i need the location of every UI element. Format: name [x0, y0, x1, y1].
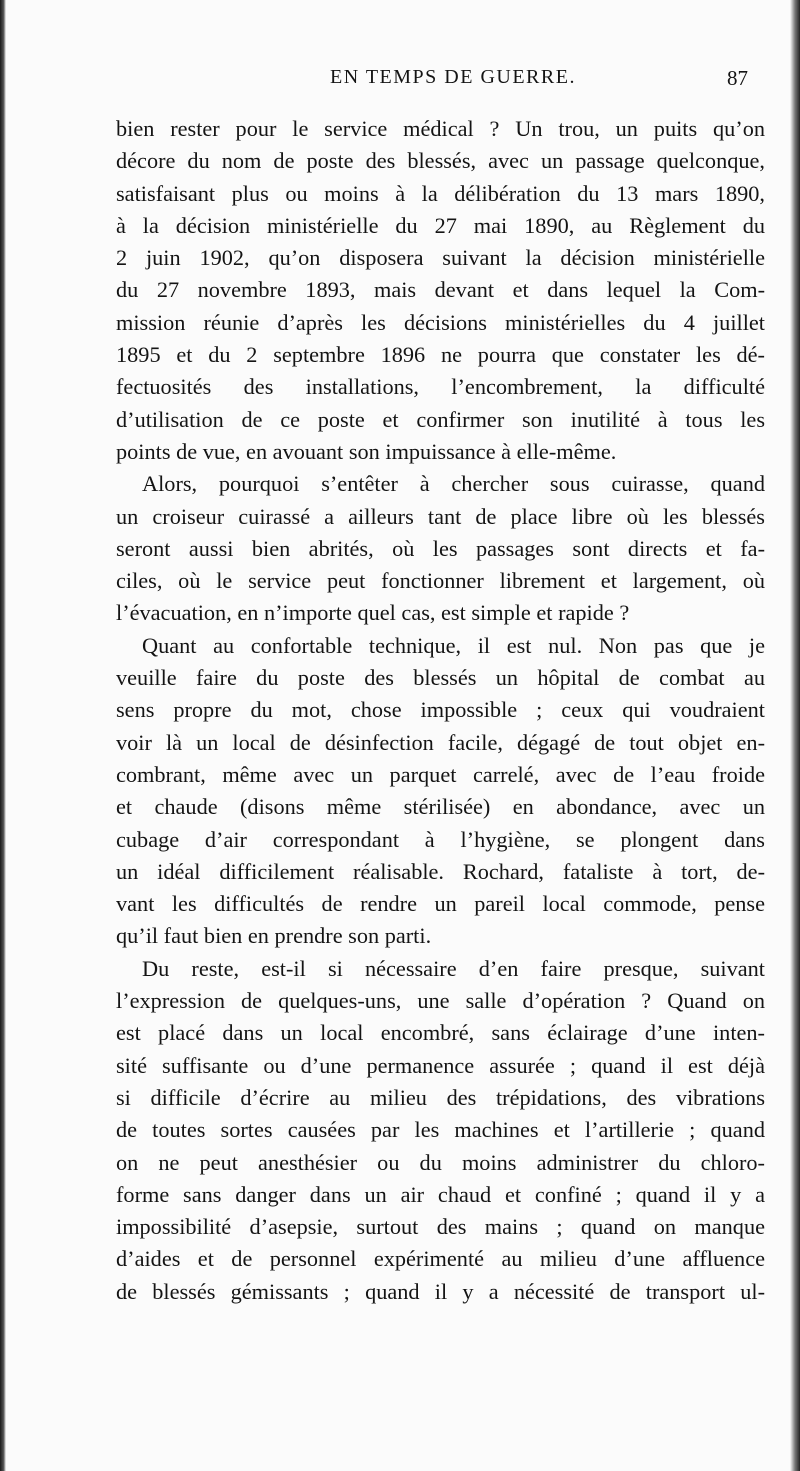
text-line: Alors, pourquoi s’entêter à chercher sous cuirasse, quand	[142, 471, 765, 497]
page-left-edge	[0, 0, 6, 1471]
text-line: l’expression de quelques-uns, une salle d’opération ? Quand on	[116, 988, 765, 1014]
text-line: Quant au confortable technique, il est nul. Non pas que je	[142, 632, 765, 658]
text-line: Du reste, est-il si nécessaire d’en faire presque, suivant	[142, 955, 765, 981]
text-line: qu’il faut bien en prendre son parti.	[116, 923, 432, 949]
text-line: forme sans danger dans un air chaud et confiné ; quand il y a	[116, 1181, 765, 1207]
text-line: sens propre du mot, chose impossible ; ceux qui voudraient	[116, 697, 765, 723]
text-line: 1895 et du 2 septembre 1896 ne pourra que constater les dé-	[116, 342, 765, 368]
text-line: vant les difficultés de rendre un pareil local commode, pense	[116, 891, 765, 917]
text-line: cubage d’air correspondant à l’hygiène, se plongent dans	[116, 826, 765, 852]
text-line: du 27 novembre 1893, mais devant et dans lequel la Com-	[116, 277, 765, 303]
text-line: voir là un local de désinfection facile, dégagé de tout objet en-	[116, 729, 765, 755]
text-line: satisfaisant plus ou moins à la délibération du 13 mars 1890,	[116, 180, 765, 206]
text-line: bien rester pour le service médical ? Un trou, un puits qu’on	[116, 116, 765, 141]
text-line: ciles, où le service peut fonctionner librement et largement, où	[116, 568, 765, 594]
text-line: si difficile d’écrire au milieu des trépidations, des vibrations	[116, 1084, 765, 1110]
text-line: veuille faire du poste des blessés un hôpital de combat au	[116, 665, 765, 691]
text-line: sité suffisante ou d’une permanence assurée ; quand il est déjà	[116, 1052, 765, 1078]
page-number: 87	[727, 66, 748, 90]
text-line: on ne peut anesthésier ou du moins administrer du chloro-	[116, 1149, 765, 1175]
text-line: d’utilisation de ce poste et confirmer son inutilité à tous les	[116, 406, 765, 432]
text-line: un croiseur cuirassé a ailleurs tant de place libre où les blessés	[116, 503, 765, 529]
text-line: mission réunie d’après les décisions ministérielles du 4 juillet	[116, 309, 765, 335]
text-line: points de vue, en avouant son impuissance à elle-même.	[116, 438, 617, 464]
text-line: fectuosités des installations, l’encombrement, la difficulté	[116, 374, 765, 400]
text-line: décore du nom de poste des blessés, avec un passage quelconque,	[116, 148, 765, 174]
text-line: un idéal difficilement réalisable. Rochard, fataliste à tort, de-	[116, 858, 765, 884]
running-title: EN TEMPS DE GUERRE.	[330, 66, 576, 88]
text-line: combrant, même avec un parquet carrelé, avec de l’eau froide	[116, 761, 765, 787]
text-line: impossibilité d’asepsie, surtout des mains ; quand on manque	[116, 1214, 765, 1240]
text-line: d’aides et de personnel expérimenté au milieu d’une affluence	[116, 1246, 765, 1272]
body-text	[116, 113, 765, 1308]
page-header	[118, 66, 748, 96]
text-line: l’évacuation, en n’importe quel cas, est simple et rapide ?	[116, 600, 630, 626]
text-line: 2 juin 1902, qu’on disposera suivant la décision ministérielle	[116, 245, 765, 271]
page-right-edge	[790, 0, 800, 1471]
text-line: de blessés gémissants ; quand il y a nécessité de transport ul-	[116, 1278, 765, 1304]
text-line: et chaude (disons même stérilisée) en abondance, avec un	[116, 794, 765, 820]
text-line: de toutes sortes causées par les machines et l’artillerie ; quand	[116, 1117, 765, 1143]
text-line: seront aussi bien abrités, où les passages sont directs et fa-	[116, 535, 765, 561]
text-line: à la décision ministérielle du 27 mai 1890, au Règlement du	[116, 212, 765, 238]
text-line: est placé dans un local encombré, sans éclairage d’une inten-	[116, 1020, 765, 1046]
